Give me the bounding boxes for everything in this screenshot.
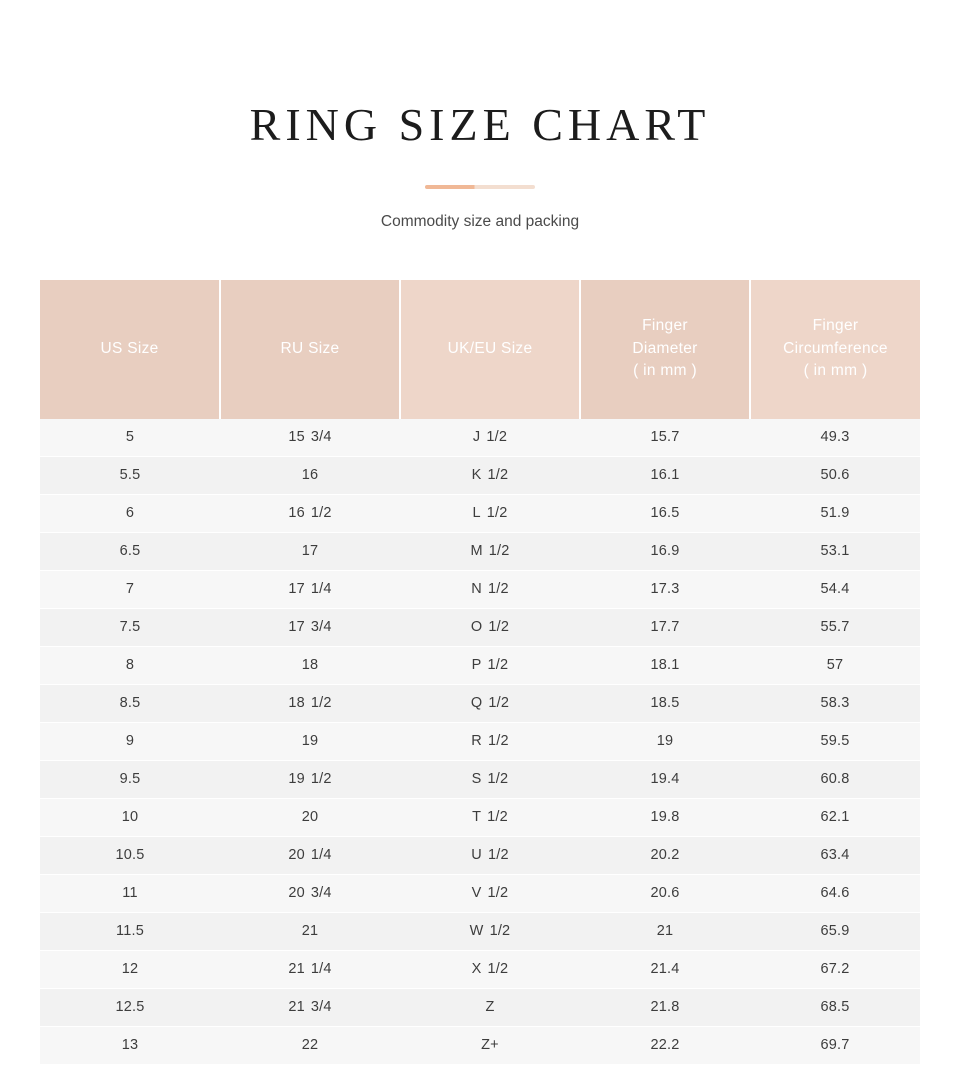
cell-ru-size-fraction: 1/4	[310, 961, 332, 978]
cell-us-size-value: 11	[122, 885, 138, 902]
cell-finger-diameter	[580, 494, 750, 532]
cell-finger-diameter-value: 16.9	[650, 543, 680, 560]
cell-uk-eu-size-value: N	[471, 581, 482, 598]
cell-finger-circumference-value: 57	[826, 657, 844, 674]
cell-uk-eu-size-fraction: 1/2	[487, 771, 509, 788]
cell-finger-diameter-value: 22.2	[650, 1037, 680, 1054]
cell-ru-size-value: 17	[288, 619, 305, 636]
cell-ru-size-value: 21	[301, 923, 319, 940]
cell-finger-circumference-value: 62.1	[820, 809, 850, 826]
column-header-finger-diameter	[580, 280, 750, 419]
column-header-line1: RU Size	[280, 339, 340, 357]
cell-us-size-value: 8	[125, 657, 135, 674]
cell-uk-eu-size-fraction: 1/2	[487, 467, 509, 484]
cell-uk-eu-size-value: L	[472, 505, 481, 522]
cell-uk-eu-size-value: M	[470, 543, 483, 560]
cell-us-size-value: 9.5	[119, 771, 141, 788]
cell-finger-diameter	[580, 836, 750, 874]
table-row	[40, 912, 920, 950]
cell-ru-size	[220, 532, 400, 570]
cell-uk-eu-size	[400, 646, 580, 684]
cell-us-size	[40, 684, 220, 722]
cell-uk-eu-size-value: W	[469, 923, 484, 940]
cell-ru-size	[220, 1026, 400, 1064]
cell-finger-diameter	[580, 570, 750, 608]
page-subtitle: Commodity size and packing	[380, 212, 580, 230]
column-header-line3: ( in mm )	[633, 362, 697, 380]
cell-uk-eu-size-value: Z	[485, 999, 495, 1016]
cell-uk-eu-size	[400, 456, 580, 494]
cell-ru-size-fraction: 3/4	[310, 999, 332, 1016]
cell-uk-eu-size	[400, 608, 580, 646]
cell-ru-size-value: 18	[288, 695, 305, 712]
cell-finger-circumference	[750, 456, 920, 494]
cell-finger-circumference	[750, 950, 920, 988]
cell-finger-diameter-value: 19.4	[650, 771, 680, 788]
cell-ru-size	[220, 684, 400, 722]
cell-us-size	[40, 532, 220, 570]
cell-finger-circumference-value: 50.6	[820, 467, 850, 484]
cell-finger-diameter	[580, 988, 750, 1026]
cell-us-size-value: 6.5	[119, 543, 141, 560]
cell-uk-eu-size	[400, 1026, 580, 1064]
cell-ru-size-value: 17	[301, 543, 319, 560]
cell-us-size	[40, 494, 220, 532]
table-row	[40, 646, 920, 684]
cell-uk-eu-size-fraction: 1/2	[488, 695, 510, 712]
cell-uk-eu-size-value: J	[472, 429, 481, 446]
cell-uk-eu-size	[400, 988, 580, 1026]
cell-uk-eu-size-value: Q	[470, 695, 483, 712]
cell-uk-eu-size	[400, 836, 580, 874]
cell-ru-size-fraction: 1/2	[310, 695, 332, 712]
cell-uk-eu-size-value: S	[471, 771, 482, 788]
cell-finger-diameter-value: 17.7	[650, 619, 680, 636]
column-header-line1: US Size	[100, 339, 159, 357]
column-header-line1: Finger	[812, 317, 859, 335]
cell-us-size-value: 5	[125, 429, 135, 446]
cell-finger-diameter	[580, 608, 750, 646]
cell-finger-circumference-value: 60.8	[820, 771, 850, 788]
cell-uk-eu-size-value: O	[470, 619, 483, 636]
cell-finger-circumference-value: 64.6	[820, 885, 850, 902]
cell-us-size	[40, 912, 220, 950]
cell-us-size	[40, 570, 220, 608]
cell-uk-eu-size	[400, 684, 580, 722]
table-row	[40, 988, 920, 1026]
column-header-finger-circumference	[750, 280, 920, 419]
cell-us-size	[40, 1026, 220, 1064]
cell-us-size	[40, 950, 220, 988]
cell-finger-circumference	[750, 684, 920, 722]
cell-us-size-value: 7.5	[119, 619, 141, 636]
cell-uk-eu-size-value: T	[472, 809, 482, 826]
cell-uk-eu-size-value: P	[471, 657, 482, 674]
cell-ru-size-value: 20	[301, 809, 319, 826]
table-row	[40, 608, 920, 646]
cell-finger-circumference-value: 54.4	[820, 581, 850, 598]
cell-finger-circumference	[750, 494, 920, 532]
cell-finger-diameter	[580, 798, 750, 836]
cell-ru-size-value: 22	[301, 1037, 319, 1054]
cell-finger-circumference-value: 67.2	[820, 961, 850, 978]
cell-finger-diameter	[580, 912, 750, 950]
cell-finger-circumference-value: 55.7	[820, 619, 850, 636]
cell-finger-circumference-value: 51.9	[820, 505, 850, 522]
cell-finger-circumference	[750, 608, 920, 646]
cell-us-size-value: 5.5	[119, 467, 141, 484]
cell-ru-size-value: 16	[301, 467, 319, 484]
cell-ru-size-fraction: 1/4	[310, 847, 332, 864]
cell-finger-diameter-value: 15.7	[650, 429, 680, 446]
cell-finger-diameter-value: 21.4	[650, 961, 680, 978]
cell-uk-eu-size-fraction: 1/2	[487, 847, 509, 864]
cell-ru-size	[220, 836, 400, 874]
cell-us-size	[40, 608, 220, 646]
cell-ru-size	[220, 722, 400, 760]
cell-ru-size-value: 20	[288, 847, 305, 864]
column-header-uk-eu-size	[400, 280, 580, 419]
cell-finger-circumference	[750, 798, 920, 836]
cell-finger-diameter	[580, 456, 750, 494]
cell-finger-diameter	[580, 760, 750, 798]
table-row	[40, 874, 920, 912]
table-row	[40, 722, 920, 760]
cell-uk-eu-size-fraction: 1/2	[486, 429, 508, 446]
cell-ru-size	[220, 874, 400, 912]
table-header-row	[40, 280, 920, 419]
cell-finger-circumference	[750, 988, 920, 1026]
cell-ru-size-value: 21	[288, 999, 305, 1016]
cell-ru-size-fraction: 3/4	[310, 619, 332, 636]
cell-us-size	[40, 419, 220, 457]
cell-ru-size-fraction: 3/4	[310, 429, 332, 446]
cell-finger-diameter-value: 18.1	[650, 657, 680, 674]
cell-finger-diameter-value: 18.5	[650, 695, 680, 712]
cell-finger-diameter	[580, 684, 750, 722]
cell-ru-size-value: 18	[301, 657, 319, 674]
table-row	[40, 570, 920, 608]
cell-ru-size-fraction: 3/4	[310, 885, 332, 902]
table-body	[40, 419, 920, 1064]
cell-finger-circumference-value: 65.9	[820, 923, 850, 940]
cell-finger-circumference	[750, 419, 920, 457]
table-row	[40, 1026, 920, 1064]
cell-us-size	[40, 874, 220, 912]
cell-finger-diameter-value: 16.5	[650, 505, 680, 522]
cell-uk-eu-size	[400, 570, 580, 608]
cell-uk-eu-size	[400, 419, 580, 457]
table-row	[40, 950, 920, 988]
cell-uk-eu-size-fraction: 1/2	[489, 923, 511, 940]
cell-uk-eu-size-value: Z+	[481, 1037, 499, 1054]
cell-uk-eu-size-fraction: 1/2	[487, 657, 509, 674]
cell-finger-circumference-value: 53.1	[820, 543, 850, 560]
cell-ru-size-value: 19	[301, 733, 319, 750]
cell-uk-eu-size-fraction: 1/2	[487, 581, 509, 598]
cell-us-size	[40, 646, 220, 684]
cell-ru-size	[220, 570, 400, 608]
cell-us-size-value: 8.5	[119, 695, 141, 712]
cell-us-size-value: 12.5	[115, 999, 145, 1016]
cell-us-size-value: 6	[125, 505, 135, 522]
cell-ru-size-value: 16	[288, 505, 305, 522]
cell-uk-eu-size-fraction: 1/2	[488, 619, 510, 636]
cell-uk-eu-size-value: R	[471, 733, 482, 750]
cell-ru-size	[220, 646, 400, 684]
ring-size-table	[40, 280, 920, 1064]
table-row	[40, 684, 920, 722]
cell-finger-diameter-value: 20.6	[650, 885, 680, 902]
cell-ru-size-value: 20	[288, 885, 305, 902]
cell-finger-circumference-value: 68.5	[820, 999, 850, 1016]
cell-ru-size	[220, 494, 400, 532]
cell-ru-size	[220, 419, 400, 457]
table-row	[40, 836, 920, 874]
cell-ru-size	[220, 760, 400, 798]
cell-uk-eu-size-fraction: 1/2	[487, 809, 508, 826]
cell-ru-size-value: 21	[288, 961, 305, 978]
cell-finger-diameter	[580, 646, 750, 684]
cell-finger-circumference-value: 63.4	[820, 847, 850, 864]
table-row	[40, 494, 920, 532]
column-header-line1: Finger	[642, 317, 688, 335]
cell-ru-size	[220, 912, 400, 950]
cell-finger-circumference	[750, 722, 920, 760]
cell-ru-size-fraction: 1/4	[310, 581, 332, 598]
cell-us-size-value: 10	[121, 809, 139, 826]
cell-uk-eu-size-value: K	[471, 467, 482, 484]
cell-uk-eu-size	[400, 760, 580, 798]
cell-uk-eu-size	[400, 494, 580, 532]
cell-ru-size-value: 15	[288, 429, 305, 446]
cell-us-size-value: 7	[125, 581, 135, 598]
cell-uk-eu-size	[400, 950, 580, 988]
cell-ru-size	[220, 456, 400, 494]
column-header-ru-size	[220, 280, 400, 419]
table-row	[40, 419, 920, 457]
cell-ru-size	[220, 608, 400, 646]
cell-finger-diameter-value: 21	[656, 923, 674, 940]
cell-finger-diameter	[580, 874, 750, 912]
cell-us-size-value: 11.5	[116, 923, 144, 940]
cell-finger-diameter-value: 16.1	[650, 467, 680, 484]
cell-us-size-value: 10.5	[115, 847, 145, 864]
cell-finger-diameter	[580, 532, 750, 570]
cell-finger-diameter-value: 19.8	[650, 809, 680, 826]
cell-finger-diameter	[580, 419, 750, 457]
cell-finger-circumference	[750, 760, 920, 798]
cell-ru-size-fraction: 1/2	[310, 505, 332, 522]
cell-uk-eu-size-fraction: 1/2	[486, 505, 508, 522]
cell-uk-eu-size	[400, 722, 580, 760]
cell-us-size	[40, 798, 220, 836]
column-header-us-size	[40, 280, 220, 419]
column-header-line2: Diameter	[632, 339, 698, 357]
cell-ru-size-fraction: 1/2	[310, 771, 332, 788]
cell-us-size	[40, 722, 220, 760]
cell-uk-eu-size	[400, 798, 580, 836]
cell-finger-circumference-value: 58.3	[820, 695, 850, 712]
cell-finger-diameter-value: 19	[656, 733, 674, 750]
cell-us-size-value: 13	[121, 1037, 139, 1054]
cell-finger-diameter	[580, 722, 750, 760]
cell-uk-eu-size-fraction: 1/2	[487, 885, 509, 902]
cell-ru-size-value: 17	[288, 581, 305, 598]
cell-us-size	[40, 988, 220, 1026]
table-row	[40, 760, 920, 798]
cell-uk-eu-size-value: X	[471, 961, 482, 978]
page-title: RING SIZE CHART	[249, 99, 711, 150]
cell-ru-size-value: 19	[288, 771, 305, 788]
cell-finger-circumference-value: 49.3	[820, 429, 850, 446]
cell-uk-eu-size-value: U	[471, 847, 482, 864]
cell-us-size-value: 9	[125, 733, 135, 750]
table-row	[40, 456, 920, 494]
cell-uk-eu-size-value: V	[471, 885, 482, 902]
column-header-line3: ( in mm )	[803, 362, 868, 380]
cell-finger-circumference	[750, 1026, 920, 1064]
cell-finger-circumference	[750, 646, 920, 684]
table-header	[40, 280, 920, 419]
cell-uk-eu-size	[400, 532, 580, 570]
cell-us-size-value: 12	[121, 961, 139, 978]
cell-finger-circumference	[750, 836, 920, 874]
cell-ru-size	[220, 988, 400, 1026]
cell-finger-circumference	[750, 532, 920, 570]
cell-finger-circumference-value: 59.5	[820, 733, 850, 750]
cell-uk-eu-size-fraction: 1/2	[487, 961, 509, 978]
cell-finger-circumference	[750, 874, 920, 912]
table-row	[40, 532, 920, 570]
cell-uk-eu-size	[400, 912, 580, 950]
cell-ru-size	[220, 798, 400, 836]
cell-finger-diameter-value: 21.8	[650, 999, 680, 1016]
cell-finger-circumference	[750, 912, 920, 950]
cell-ru-size	[220, 950, 400, 988]
title-divider	[425, 185, 535, 189]
cell-finger-circumference-value: 69.7	[820, 1037, 850, 1054]
cell-finger-circumference	[750, 570, 920, 608]
cell-us-size	[40, 456, 220, 494]
cell-uk-eu-size-fraction: 1/2	[487, 733, 509, 750]
cell-us-size	[40, 760, 220, 798]
column-header-line1: UK/EU Size	[447, 339, 533, 357]
cell-finger-diameter	[580, 950, 750, 988]
cell-finger-diameter-value: 20.2	[650, 847, 680, 864]
cell-finger-diameter-value: 17.3	[650, 581, 680, 598]
cell-finger-diameter	[580, 1026, 750, 1064]
column-header-line2: Circumference	[783, 339, 888, 357]
cell-uk-eu-size-fraction: 1/2	[488, 543, 510, 560]
table-row	[40, 798, 920, 836]
cell-us-size	[40, 836, 220, 874]
cell-uk-eu-size	[400, 874, 580, 912]
